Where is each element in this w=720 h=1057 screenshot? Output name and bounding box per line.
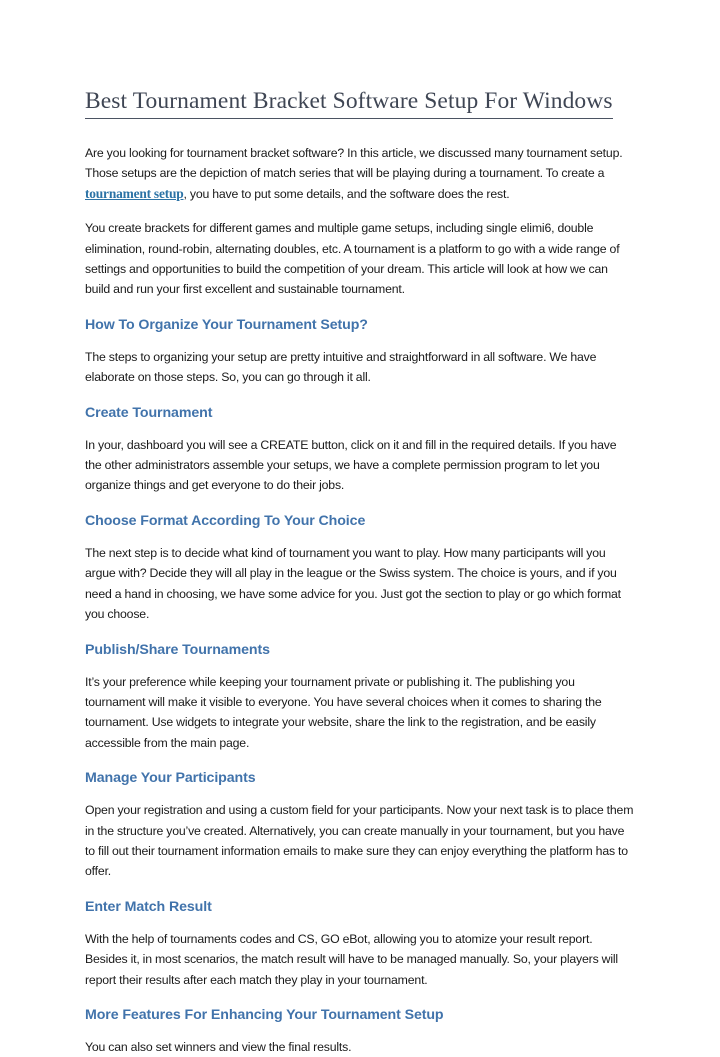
intro-text-after-link: , you have to put some details, and the software does the rest. [183,186,510,201]
section-choose-format [85,512,634,625]
tournament-setup-link[interactable]: tournament setup [85,185,184,201]
intro-text-before-link: Are you looking for tournament bracket software? In this article, we discussed many tournament setup. Those setups are the depiction of match series that will be playing during a tournament. To create a [85,146,623,181]
title-container [85,86,634,119]
page-title: Best Tournament Bracket Software Setup For Windows [85,86,613,119]
section-heading-choose-format: Choose Format According To Your Choice [85,512,366,529]
intro-paragraph-1 [85,143,634,204]
section-body-enter-match-result: With the help of tournaments codes and CS, GO eBot, allowing you to atomize your result report. Besides it, in most scenarios, the match result will have to be managed manually. So, your players will report their results after each match they play in your tournament. [85,931,618,987]
section-manage-participants [85,769,634,882]
section-body-choose-format: The next step is to decide what kind of tournament you want to play. How many participants will you argue with? Decide they will all play in the league or the Swiss system. The choice is yours, and if you need a hand in choosing, we have some advice for you. Just got the section to play or go which format you choose. [85,545,621,622]
section-body-create-tournament: In your, dashboard you will see a CREATE button, click on it and fill in the required details. If you have the other administrators assemble your setups, we have a complete permission program to let you organize things and get everyone to do their jobs. [85,437,617,493]
section-create-tournament [85,404,634,496]
section-heading-enter-match-result: Enter Match Result [85,898,212,915]
section-heading-create-tournament: Create Tournament [85,404,213,421]
section-publish-share [85,641,634,754]
section-heading-manage-participants: Manage Your Participants [85,770,256,787]
section-enter-match-result [85,898,634,990]
section-body-organize: The steps to organizing your setup are pretty intuitive and straightforward in all software. We have elaborate on those steps. So, you can go through it all. [85,349,597,385]
section-body-more-features: You can also set winners and view the final results. [85,1039,352,1054]
section-body-manage-participants: Open your registration and using a custom field for your participants. Now your next task is to place them in the structure you’ve created. Alternatively, you can create manually in your tournament, but you have to fill out their tournament information emails to make sure they can enjoy everything the platform has to offer. [85,803,634,879]
section-heading-more-features: More Features For Enhancing Your Tournament Setup [85,1006,444,1023]
section-heading-publish-share: Publish/Share Tournaments [85,641,270,658]
section-more-features [85,1006,634,1057]
intro-paragraph-2: You create brackets for different games and multiple game setups, including single elimi6, double elimination, round-robin, alternating doubles, etc. A tournament is a platform to go with a wide range of settings and opportunities to build the competition of your dream. This article will look at how we can build and run your first excellent and sustainable tournament. [85,221,620,297]
section-body-publish-share: It’s your preference while keeping your tournament private or publishing it. The publishing you tournament will make it visible to everyone. You have several choices when it comes to sharing the tournament. Use widgets to integrate your website, share the link to the registration, and be easily accessible from the main page. [85,674,602,750]
section-heading-organize: How To Organize Your Tournament Setup? [85,316,368,333]
section-organize [85,316,634,388]
